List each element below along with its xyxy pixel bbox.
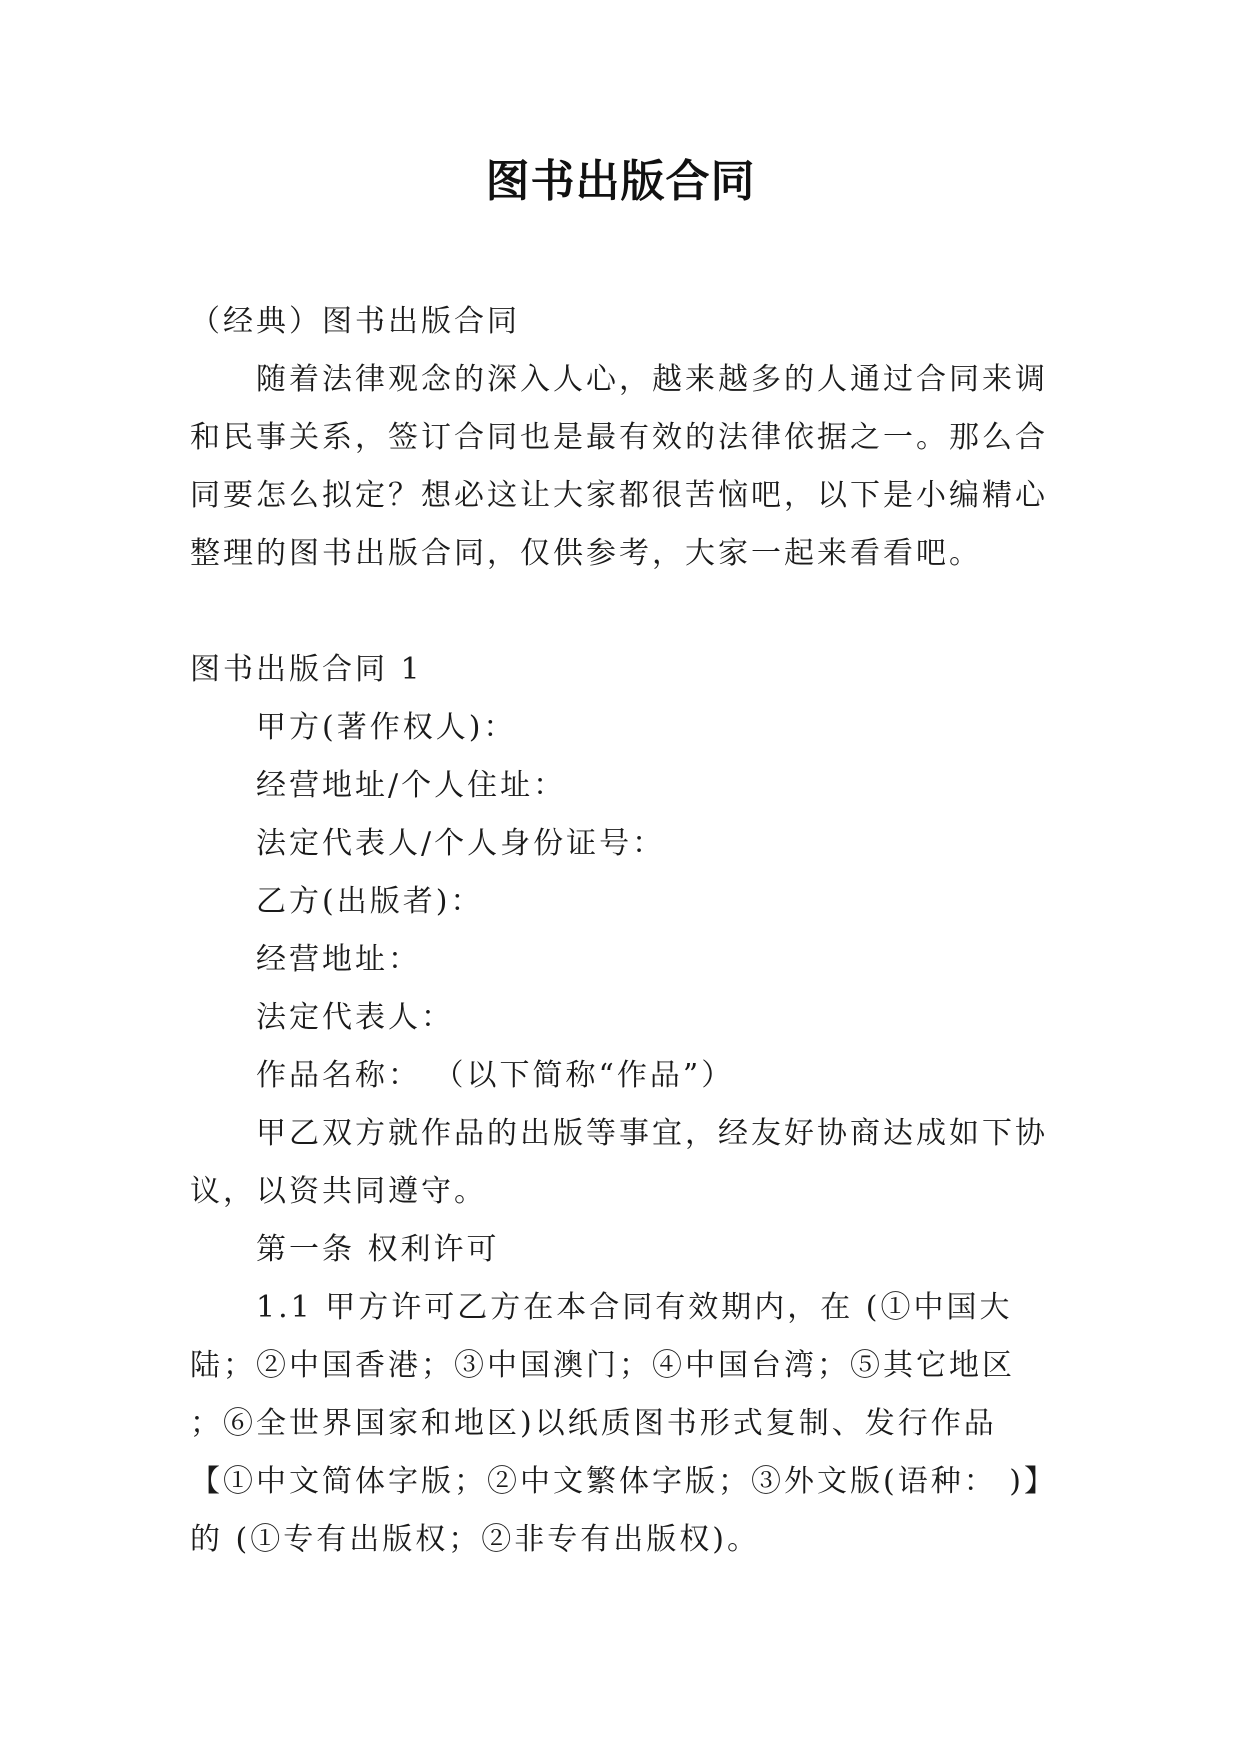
party-a-line: 甲方(著作权人)： xyxy=(256,710,517,745)
party-a-representative-line: 法定代表人/个人身份证号： xyxy=(256,826,666,861)
clause-1-1-paragraph: 1.1 甲方许可乙方在本合同有效期内，在 (①中国大陆；②中国香港；③中国澳门；④中国台湾；⑤其它地区 ；⑥全世界国家和地区)以纸质图书形式复制、发行作品 【①中文简体字版；②中文繁体字版；③外文版(语种： )】的 (①专有出版权；②非专有出版权)。 xyxy=(190,1290,1042,1557)
party-a-address-line: 经营地址/个人住址： xyxy=(256,768,567,803)
party-b-representative-line: 法定代表人： xyxy=(256,1000,454,1035)
agreement-paragraph: 甲乙双方就作品的出版等事宜，经友好协商达成如下协议，以资共同遵守。 xyxy=(190,1116,1048,1209)
document-body xyxy=(190,293,1050,1569)
paragraph-spacer xyxy=(190,583,1050,641)
document-subtitle: （经典）图书出版合同 xyxy=(190,304,520,339)
work-name-line: 作品名称： （以下简称“作品”） xyxy=(256,1058,735,1093)
party-b-address-line: 经营地址： xyxy=(256,942,421,977)
intro-paragraph: 随着法律观念的深入人心，越来越多的人通过合同来调和民事关系，签订合同也是最有效的法律依据之一。那么合同要怎么拟定？想必这让大家都很苦恼吧，以下是小编精心整理的图书出版合同，仅供参考，大家一起来看看吧。 xyxy=(190,362,1048,571)
article-1-heading: 第一条 权利许可 xyxy=(256,1232,500,1267)
party-b-line: 乙方(出版者)： xyxy=(256,884,484,919)
page-title: 图书出版合同 xyxy=(485,156,756,207)
section-heading: 图书出版合同 1 xyxy=(190,652,423,687)
